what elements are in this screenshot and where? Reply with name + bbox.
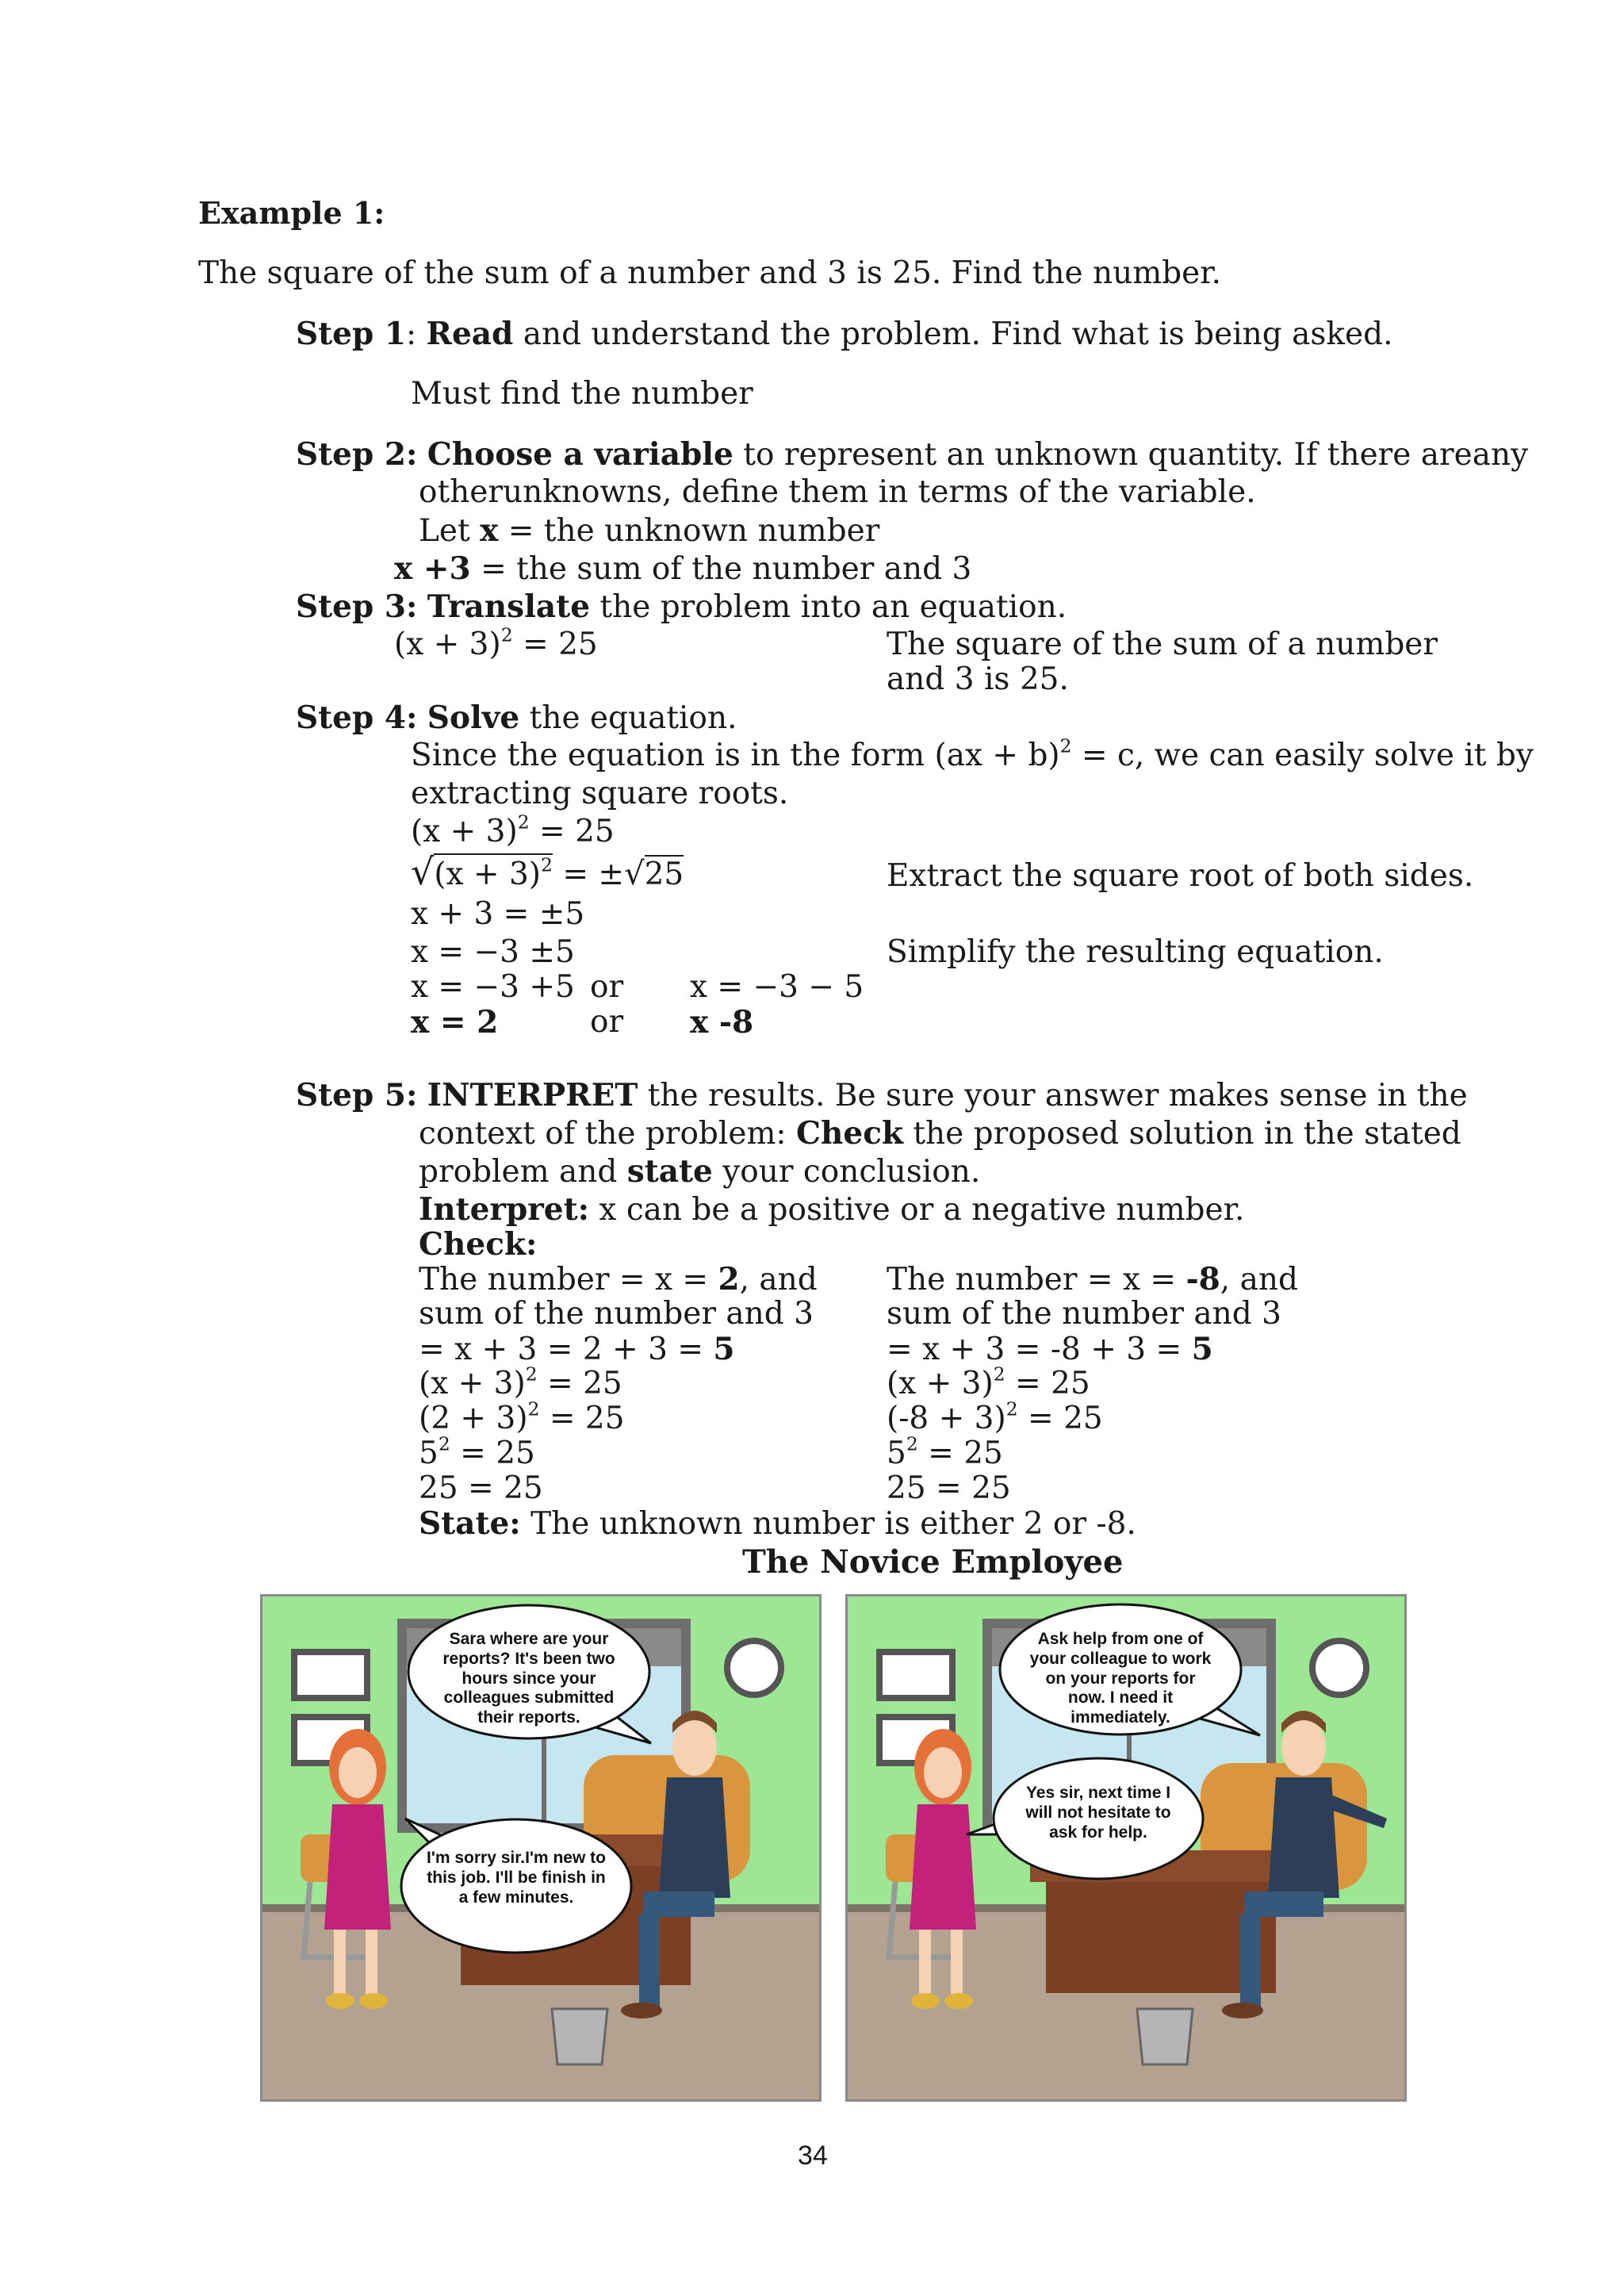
check-right-l1	[887, 1263, 1298, 1297]
step2-text: to represent an unknown quantity. If there areany	[743, 437, 1529, 473]
step4-line	[296, 701, 737, 736]
trash-bin	[1137, 2009, 1193, 2064]
check-left-l4-rhs: = 25	[537, 1366, 622, 1401]
check-left-l6-exp: 2	[438, 1432, 450, 1455]
panel2-boss-text: Ask help from one of your colleague to work on your reports for now. I need it immediately.	[1029, 1630, 1212, 1727]
check-right-l4-exp: 2	[993, 1363, 1005, 1386]
sara-leg-right	[366, 1930, 377, 1997]
step4-eq1	[411, 811, 615, 849]
step3-equation	[394, 623, 598, 662]
sara-shoe-left	[911, 1993, 940, 2009]
step2-text-line2: otherunknowns, define them in terms of the variable.	[419, 474, 1256, 510]
step2-sum-line	[394, 552, 971, 587]
check-left-l4	[419, 1363, 622, 1401]
panel1-boss-text: Sara where are your reports? It's been two hours since your colleagues submitted their reports.	[442, 1630, 615, 1727]
comic-panel-2	[845, 1594, 1407, 2102]
step5-label: Step 5:	[296, 1077, 418, 1114]
sara-leg-left	[334, 1930, 346, 1997]
check-left-l5-exp: 2	[527, 1397, 540, 1420]
check-right-l3	[887, 1332, 1213, 1367]
step4-eq6-right: x -8	[690, 1004, 754, 1041]
check-left-l1-a: The number = x =	[419, 1262, 718, 1297]
check-right-l3-a: = x + 3 = -8 + 3 =	[887, 1332, 1192, 1367]
check-right-l6-base: 5	[887, 1435, 906, 1471]
problem-statement: The square of the sum of a number and 3 is 25. Find the number.	[198, 255, 1221, 291]
step1-note: Must find the number	[411, 376, 753, 412]
step4-desc1-b: = c, we can easily solve it by	[1071, 738, 1534, 773]
step2-let-var: x	[480, 512, 499, 549]
state-label: State:	[419, 1505, 521, 1542]
check-right-l1-b: -8	[1185, 1261, 1220, 1297]
sara-leg-right	[951, 1930, 963, 1997]
check-left-l5	[419, 1397, 625, 1436]
sara-shoe-right	[944, 1993, 973, 2009]
step5-line2-check: Check	[795, 1115, 903, 1152]
interpret-text: x can be a positive or a negative number.	[599, 1192, 1245, 1228]
check-right-l6-rhs: = 25	[917, 1435, 1003, 1471]
step4-eq4: x = −3 ±5	[411, 934, 575, 970]
boss-leg	[1240, 1914, 1261, 2009]
step5-line3-state: state	[626, 1153, 713, 1190]
wall-frame-1	[294, 1652, 367, 1698]
boss-shoe	[621, 2003, 662, 2018]
step3-action: Translate	[427, 588, 591, 625]
sara-leg-left	[919, 1930, 931, 1997]
step4-desc2: extracting square roots.	[411, 776, 789, 811]
check-right-l5	[887, 1397, 1103, 1436]
step5-line2-b: the proposed solution in the stated	[913, 1116, 1461, 1152]
check-left-l5-rhs: = 25	[539, 1401, 625, 1436]
step5-line3-a: problem and	[419, 1154, 618, 1190]
step4-text: the equation.	[529, 700, 737, 736]
sara-face	[924, 1747, 962, 1798]
step5-line	[296, 1077, 1468, 1114]
check-right-l6	[887, 1432, 1003, 1471]
step5-action: INTERPRET	[427, 1077, 638, 1114]
step3-eq-exp: 2	[500, 623, 513, 646]
check-right-l7: 25 = 25	[887, 1470, 1011, 1506]
step4-eq2-radicand	[434, 853, 553, 892]
boss-face	[1281, 1719, 1326, 1776]
step1-action: Read	[426, 316, 514, 352]
sqrt-icon: √	[411, 850, 435, 893]
step3-note: The square of the sum of a number	[887, 627, 1438, 662]
step3-label: Step 3:	[296, 588, 418, 625]
sqrt-icon: √	[624, 856, 645, 892]
boss-face	[672, 1719, 717, 1776]
step5-text: the results. Be sure your answer makes sense in the	[647, 1078, 1468, 1114]
step4-eq1-rhs: = 25	[529, 814, 615, 849]
step4-eq5-left: x = −3 +5	[411, 969, 575, 1005]
step1-colon: :	[405, 316, 417, 352]
step5-line3-b: your conclusion.	[722, 1154, 981, 1190]
check-left-l1-c: , and	[739, 1262, 818, 1297]
step4-eq1-base: (x + 3)	[411, 814, 518, 849]
panel1-sara-text: I'm sorry sir.I'm new to this job. I'll be finish in a few minutes.	[427, 1849, 606, 1907]
check-right-l1-c: , and	[1220, 1262, 1298, 1297]
boss-shoe	[1222, 2003, 1263, 2018]
check-left-l1	[419, 1263, 818, 1297]
check-left-l5-base: (2 + 3)	[419, 1401, 528, 1436]
check-left-l6-base: 5	[419, 1435, 439, 1471]
example-heading: Example 1:	[198, 195, 385, 231]
check-left-l3	[419, 1332, 735, 1367]
step5-line2	[419, 1115, 1461, 1152]
check-right-l3-b: 5	[1191, 1331, 1213, 1367]
step4-eq2-exp: 2	[541, 853, 553, 876]
step3-eq-rhs: = 25	[512, 627, 598, 662]
step4-eq5-right: x = −3 − 5	[690, 969, 864, 1005]
check-right-l4	[887, 1363, 1090, 1401]
check-right-l6-exp: 2	[906, 1432, 918, 1455]
step3-note-line2: and 3 is 25.	[887, 661, 1069, 697]
boss-suit	[659, 1777, 730, 1898]
sara-shoe-left	[326, 1993, 354, 2009]
sara-face	[339, 1747, 377, 1798]
check-left-l6-rhs: = 25	[450, 1435, 535, 1471]
check-right-l5-rhs: = 25	[1017, 1401, 1103, 1436]
check-left-l7: 25 = 25	[419, 1470, 543, 1506]
step4-eq3: x + 3 = ±5	[411, 896, 585, 932]
wall-frame-1	[879, 1652, 952, 1698]
page-number: 34	[798, 2141, 828, 2171]
check-right-l2: sum of the number and 3	[887, 1296, 1281, 1332]
step4-eq2-mid: = ±	[552, 857, 625, 892]
state-text: The unknown number is either 2 or -8.	[530, 1506, 1136, 1542]
step3-line	[296, 590, 1067, 625]
check-right-l5-base: (-8 + 3)	[887, 1401, 1006, 1436]
step4-eq2	[411, 850, 684, 893]
step4-eq2-root: 25	[644, 857, 684, 892]
step1-text: and understand the problem. Find what is being asked.	[523, 316, 1393, 352]
check-left-l4-exp: 2	[525, 1363, 538, 1386]
step2-line	[296, 438, 1528, 473]
check-left-l2: sum of the number and 3	[419, 1296, 814, 1332]
boss-leg	[639, 1914, 660, 2009]
trash-bin	[552, 2009, 607, 2064]
step4-eq5-or: or	[590, 969, 624, 1005]
step4-desc1-a: Since the equation is in the form (ax + b)	[411, 738, 1060, 773]
step2-sum-var: x +3	[394, 550, 471, 587]
check-right-l5-exp: 2	[1005, 1397, 1018, 1420]
check-right-l1-a: The number = x =	[887, 1262, 1186, 1297]
step5-line2-a: context of the problem:	[419, 1116, 787, 1152]
step2-label: Step 2:	[296, 436, 418, 473]
step2-action: Choose a variable	[427, 436, 733, 473]
step2-let-rest: = the unknown number	[508, 513, 880, 549]
step4-label: Step 4:	[296, 700, 418, 736]
step5-interpret	[419, 1193, 1244, 1228]
step4-desc1	[411, 734, 1534, 773]
check-right-l4-rhs: = 25	[1005, 1366, 1090, 1401]
check-left-l3-b: 5	[713, 1331, 735, 1367]
step3-text: the problem into an equation.	[599, 589, 1067, 625]
step3-eq-base: (x + 3)	[394, 627, 501, 662]
boss-lap	[1244, 1892, 1323, 1917]
step5-line3	[419, 1155, 980, 1190]
step4-eq1-exp: 2	[517, 811, 530, 834]
step4-eq6-left: x = 2	[411, 1004, 499, 1041]
panel2-sara-text: Yes sir, next time I will not hesitate to ask for help.	[1025, 1784, 1171, 1842]
step1-line	[296, 317, 1392, 352]
clock-icon	[1312, 1641, 1366, 1695]
boss-suit	[1268, 1777, 1339, 1898]
clock-icon	[727, 1641, 781, 1695]
step4-eq2-inner: (x + 3)	[434, 857, 542, 892]
state-line	[419, 1507, 1136, 1542]
step2-let-line	[419, 514, 879, 549]
sara-dress	[910, 1804, 976, 1930]
comic-panel-1	[260, 1594, 822, 2102]
sara-shoe-right	[359, 1993, 388, 2009]
boss-lap	[643, 1892, 714, 1917]
step2-sum-rest: = the sum of the number and 3	[481, 551, 972, 587]
check-left-l1-b: 2	[718, 1261, 740, 1297]
step4-eq4-note: Simplify the resulting equation.	[887, 934, 1384, 970]
interpret-label: Interpret:	[419, 1191, 590, 1228]
step1-label: Step 1	[296, 316, 406, 352]
check-left-l6	[419, 1432, 535, 1471]
step4-eq6-or: or	[590, 1004, 624, 1040]
check-left-l4-base: (x + 3)	[419, 1366, 526, 1401]
step4-action: Solve	[427, 700, 520, 736]
check-label: Check:	[419, 1226, 538, 1263]
check-left-l3-a: = x + 3 = 2 + 3 =	[419, 1332, 714, 1367]
step2-let-prefix: Let	[419, 513, 470, 549]
step4-desc1-exp: 2	[1059, 734, 1072, 757]
check-right-l4-base: (x + 3)	[887, 1366, 994, 1401]
comic-title: The Novice Employee	[742, 1543, 1124, 1581]
sara-dress	[324, 1804, 391, 1930]
step4-eq2-note: Extract the square root of both sides.	[887, 858, 1474, 894]
